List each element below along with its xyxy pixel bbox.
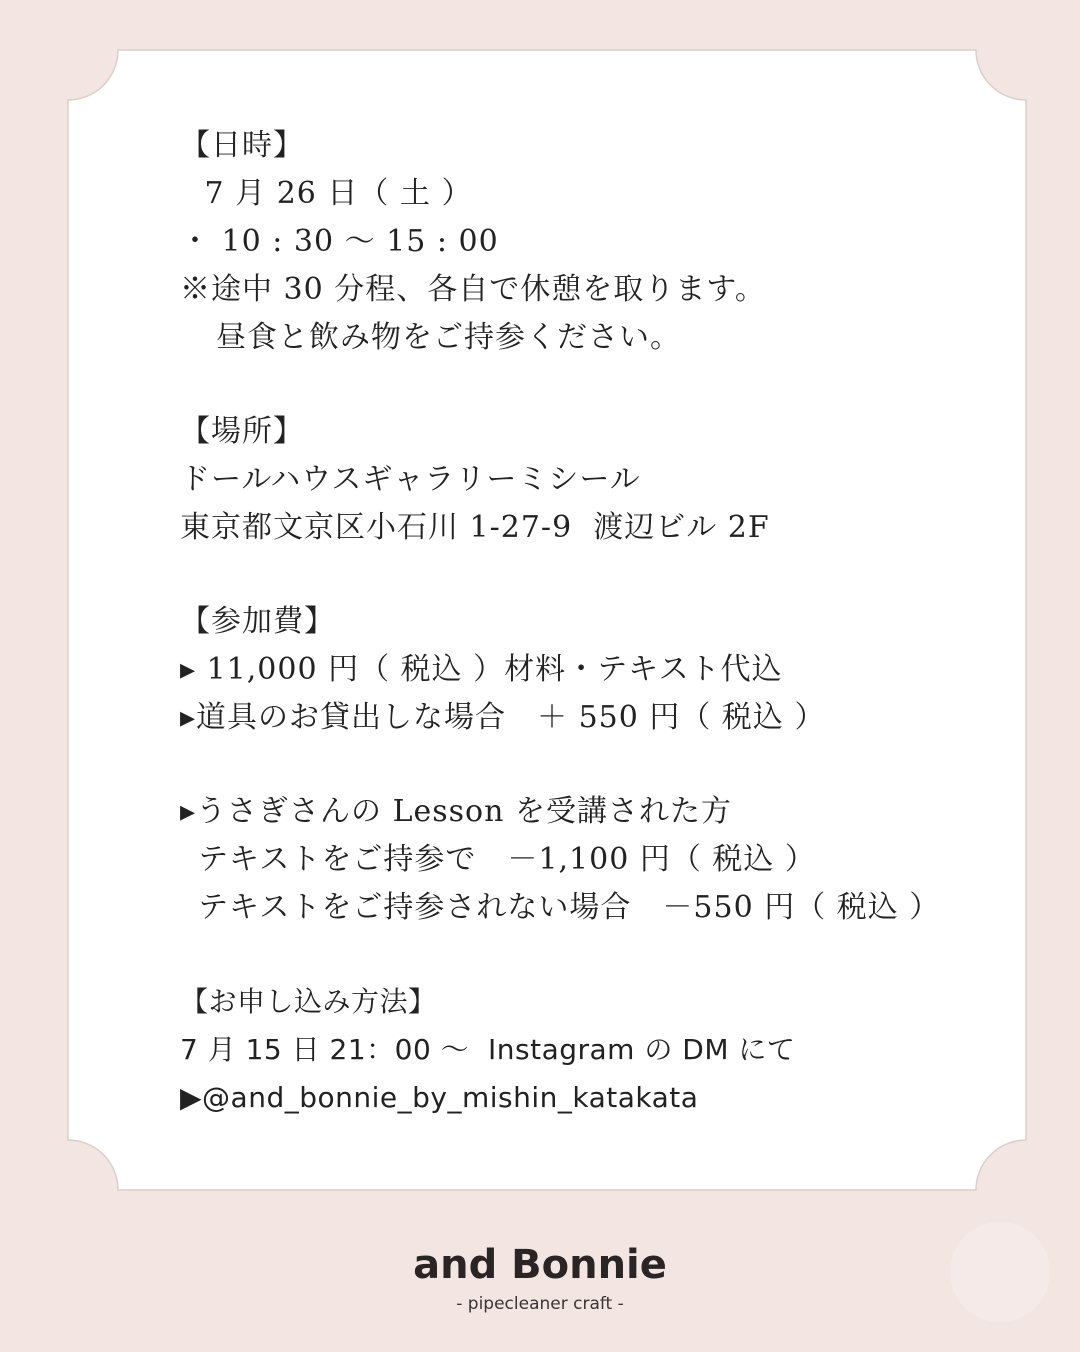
brand-name: and Bonnie: [413, 1242, 667, 1288]
apply-heading: 【お申し込み方法】: [180, 985, 437, 1018]
event-info: [180, 122, 1000, 1122]
venue-name: ドールハウスギャラリーミシール: [180, 462, 641, 497]
fee-item-base: ▸ 11,000 円（ 税込 ）材料・テキスト代込: [180, 652, 783, 687]
brand-tagline: - pipecleaner craft -: [456, 1294, 624, 1314]
venue-address: 東京都文京区小石川 1-27-9 渡辺ビル 2F: [180, 510, 770, 545]
fee-item-text-brought: テキストをご持参で －1,100 円（ 税込 ）: [198, 842, 816, 877]
apply-schedule: 7 月 15 日 21：00 〜 Instagram の DM にて: [180, 1033, 796, 1066]
schedule-heading: 【日時】: [180, 128, 304, 163]
schedule-note-lunch: 昼食と飲み物をご持参ください。: [216, 320, 681, 355]
schedule-date: 7 月 26 日（ 土 ）: [194, 176, 473, 211]
fee-item-tool-rental: ▸道具のお貸出しな場合 ＋ 550 円（ 税込 ）: [180, 700, 826, 735]
venue-heading: 【場所】: [180, 414, 304, 449]
schedule-note-break: ※途中 30 分程、各自で休憩を取ります。: [180, 272, 766, 307]
brand-logo: [0, 1240, 1080, 1316]
fee-heading: 【参加費】: [180, 604, 335, 639]
fee-item-text-not-brought: テキストをご持参されない場合 －550 円（ 税込 ）: [198, 890, 941, 925]
schedule-time: ・ 10 : 30 〜 15 : 00: [180, 224, 499, 259]
fee-item-lesson-taken: ▸うさぎさんの Lesson を受講された方: [180, 794, 732, 829]
apply-instagram-handle[interactable]: ▶@and_bonnie_by_mishin_katakata: [180, 1081, 699, 1114]
